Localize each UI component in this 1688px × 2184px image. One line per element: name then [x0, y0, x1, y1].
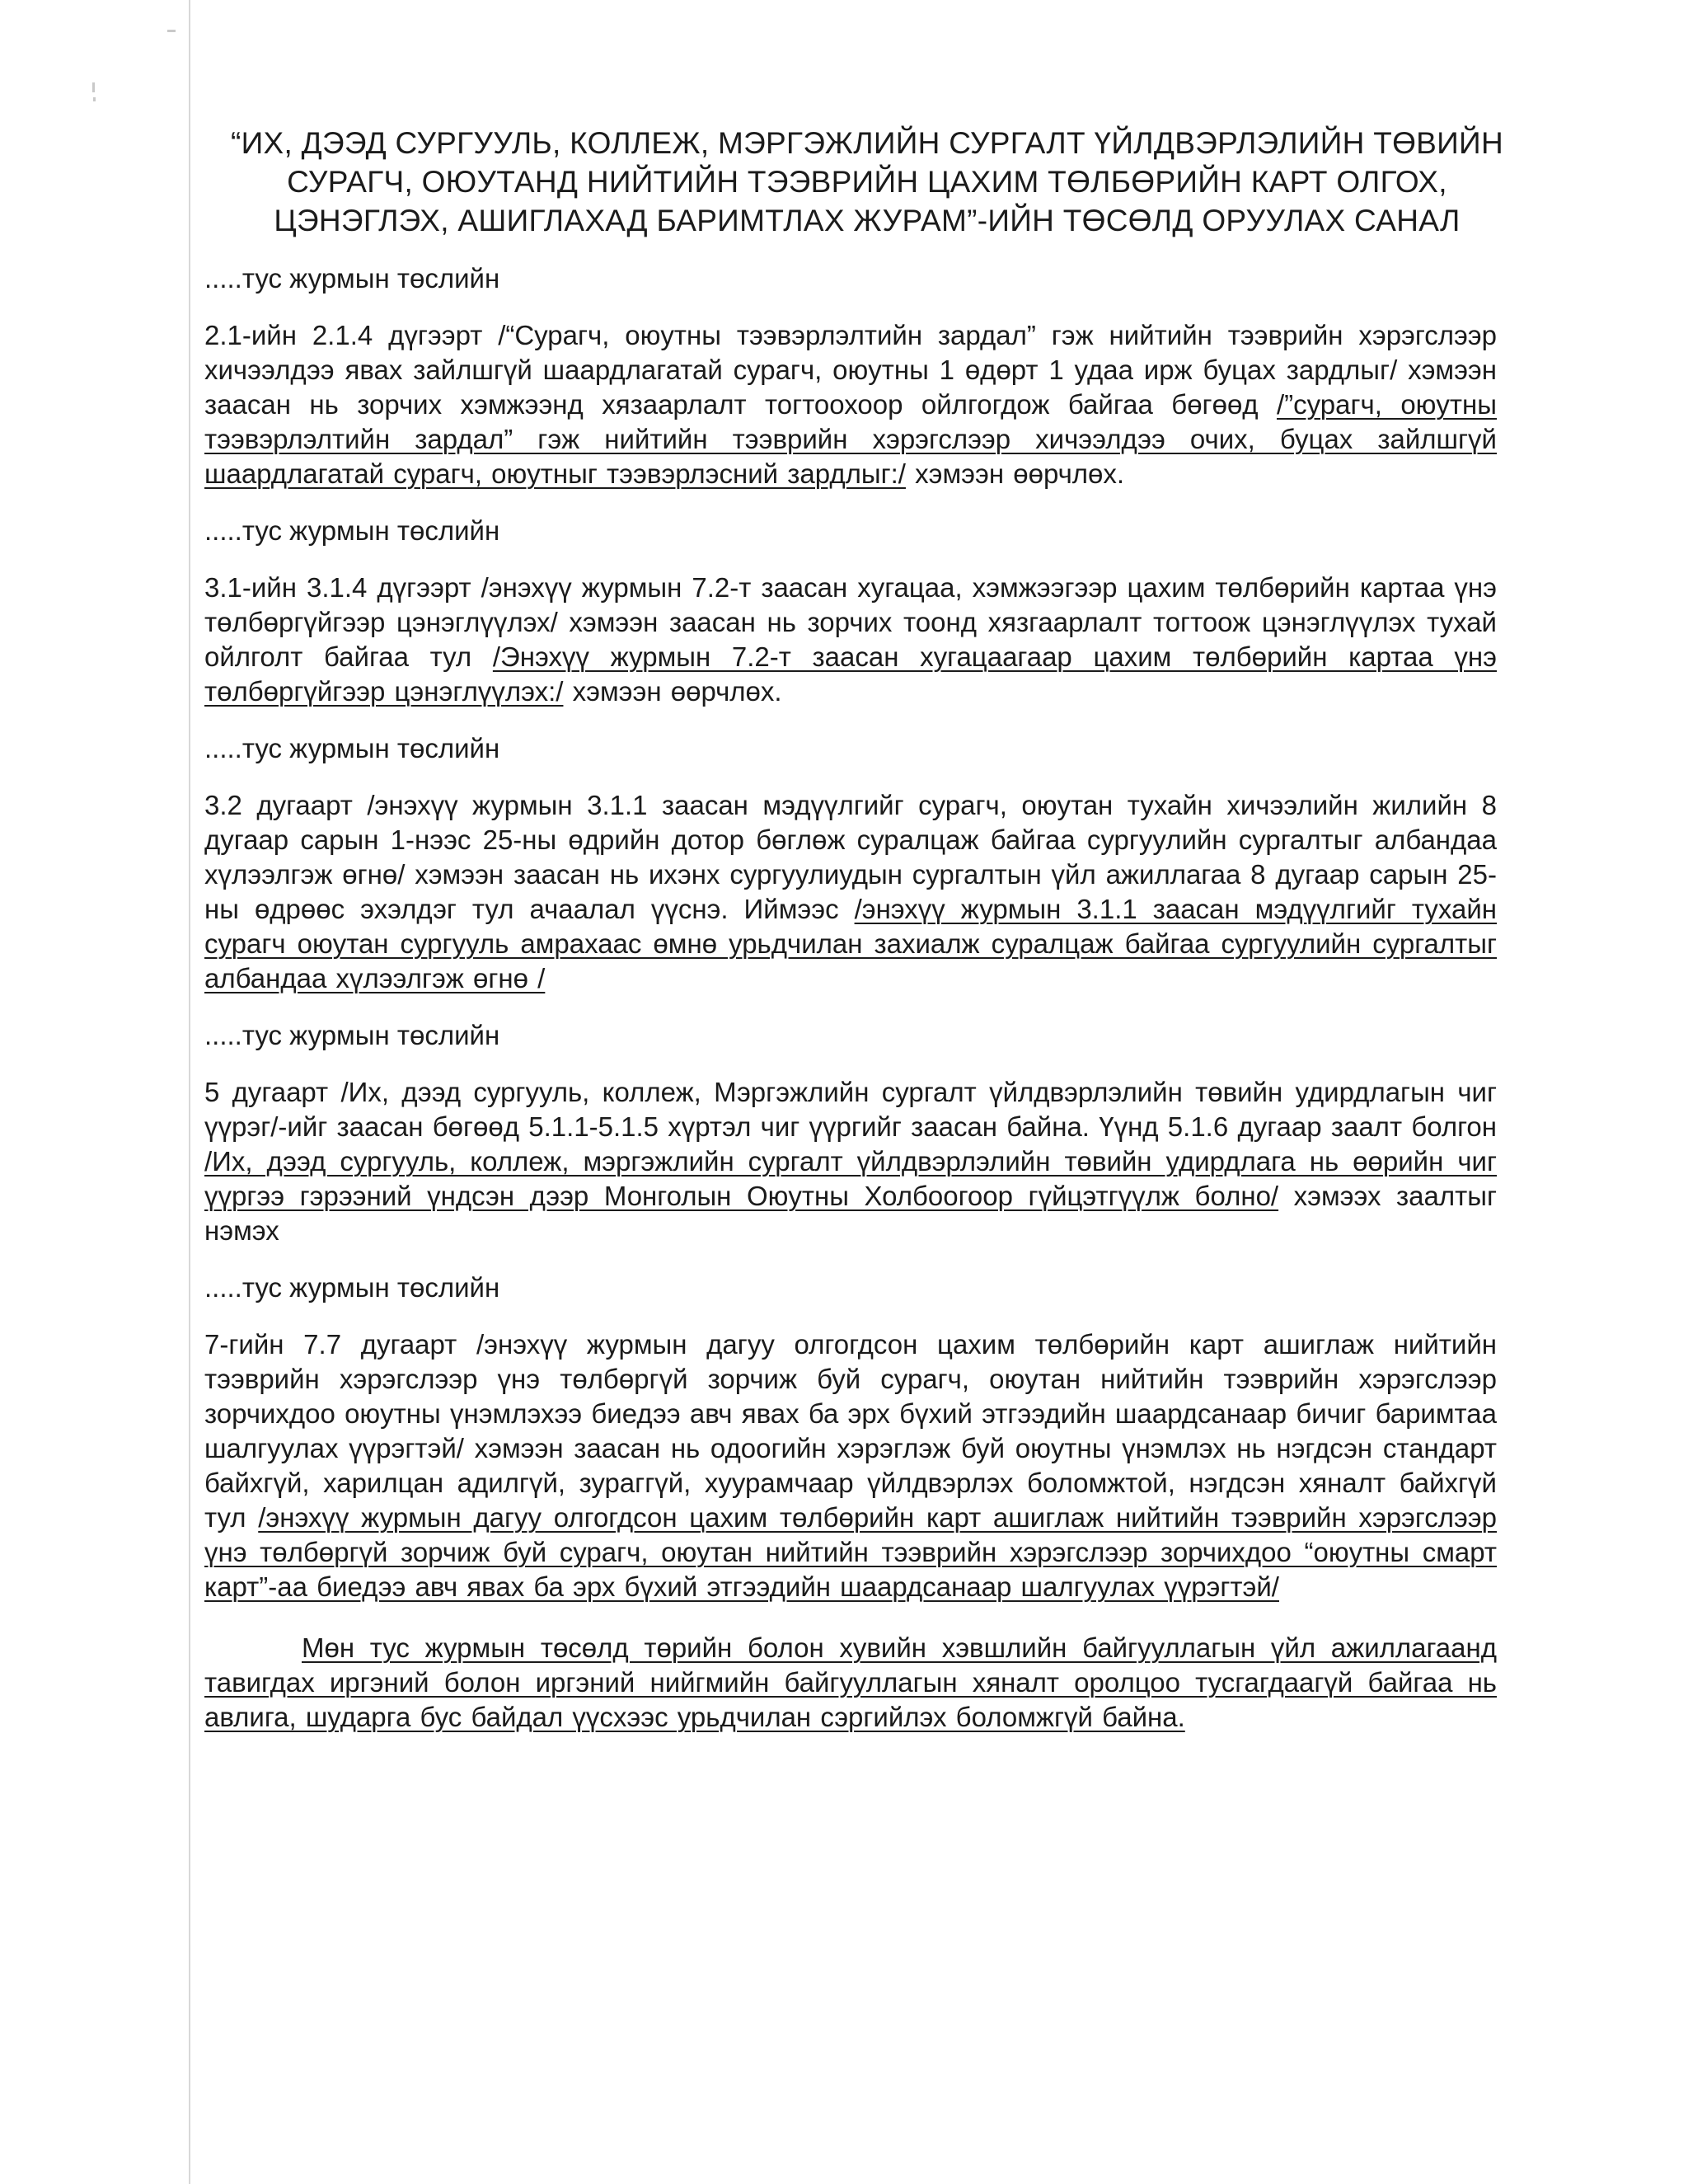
paragraph-text: 2.1-ийн 2.1.4 дүгээрт /“Сурагч, оюутны тээвэрлэлтийн зардал” гэж нийтийн тээврийн хэрэгслээр хичээлдээ явах зайлшгүй шаардлагатай сурагч, оюутны 1 өдөрт 1 удаа ирж буцах зардлыг/ хэмээн заасан нь зорчих хэмжээнд хязаарлалт тогтоохоор ойлгогдож байгаа бөгөөд: [204, 320, 1497, 420]
proposed-wording: /Энэхүү журмын 7.2-т заасан хугацаагаар цахим төлбөрийн картаа үнэ төлбөргүйгээр цэнэглүүлэх:/: [204, 641, 1497, 707]
proposed-wording: /энэхүү журмын дагуу олгогдсон цахим төлбөрийн карт ашиглаж нийтийн тээврийн хэрэгслээр үнэ төлбөргүй зорчиж буй сурагч, оюутан нийтийн тээврийн хэрэгслээр зорчихдоо “оюутны смарт карт”-аа биедээ авч явах ба эрх бүхий этгээдийн шаардсанаар шалгуулах үүрэгтэй/: [204, 1502, 1497, 1602]
binding-line: [189, 0, 190, 2184]
paragraph-text: 3.1-ийн 3.1.4 дүгээрт /энэхүү журмын 7.2-т заасан хугацаа, хэмжээгээр цахим төлбөрийн картаа үнэ төлбөргүйгээр цэнэглүүлэх/ хэмээн заасан нь зорчих тоонд хязгаарлалт тогтоож цэнэглүүлэх тухай ойлголт байгаа тул: [204, 572, 1497, 672]
proposal-paragraph: [204, 1075, 1497, 1248]
section-reference: .....тус журмын төслийн: [204, 1020, 500, 1050]
proposal-paragraph: [204, 571, 1497, 709]
proposal-paragraph: [204, 1327, 1497, 1604]
paragraph-text: хэмээн өөрчлөх.: [563, 676, 782, 707]
scan-mark: [92, 82, 95, 92]
paragraph-text: хэмээн өөрчлөх.: [905, 458, 1125, 489]
title-line: ЦЭНЭГЛЭХ, АШИГЛАХАД БАРИМТЛАХ ЖУРАМ”-ИЙН ТӨСӨЛД ОРУУЛАХ САНАЛ: [274, 204, 1461, 237]
paragraph-text: 5 дугаарт /Их, дээд сургууль, коллеж, Мэргэжлийн сургалт үйлдвэрлэлийн төвийн удирдлагын чиг үүрэг/-ийг заасан бөгөөд 5.1.1-5.1.5 хүртэл чиг үүргийг заасан байна. Үүнд 5.1.6 дугаар заалт болгон: [204, 1077, 1497, 1142]
section-reference: .....тус журмын төслийн: [204, 1272, 500, 1303]
proposal-paragraph: [204, 788, 1497, 996]
title-line: СУРАГЧ, ОЮУТАНД НИЙТИЙН ТЭЭВРИЙН ЦАХИМ ТӨЛБӨРИЙН КАРТ ОЛГОХ,: [287, 165, 1447, 199]
document-title: [204, 124, 1530, 240]
closing-paragraph: Мөн тус журмын төсөлд төрийн болон хувийн хэвшлийн байгууллагын үйл ажиллагаанд тавигдах иргэний болон иргэний нийгмийн байгууллагын хяналт оролцоо тусгагдаагүй байгаа нь авлига, шударга бус байдал үүсхээс урьдчилан сэргийлэх боломжгүй байна.: [204, 1632, 1497, 1732]
paragraph-text: хэмээх заалтыг нэмэх: [204, 1181, 1497, 1246]
proposal-paragraph: [204, 318, 1497, 491]
title-line: “ИХ, ДЭЭД СУРГУУЛЬ, КОЛЛЕЖ, МЭРГЭЖЛИЙН СУРГАЛТ ҮЙЛДВЭРЛЭЛИЙН ТӨВИЙН: [231, 126, 1503, 160]
section-reference: .....тус журмын төслийн: [204, 515, 500, 546]
proposed-wording: /”сурагч, оюутны тээвэрлэлтийн зардал” гэж нийтийн тээврийн хэрэгслээр хичээлдээ очих, буцах зайлшгүй шаардлагатай сурагч, оюутныг тээвэрлэсний зардлыг:/: [204, 389, 1497, 489]
scan-mark: [167, 30, 176, 32]
document-page: [204, 124, 1503, 1735]
proposed-wording: /Их, дээд сургууль, коллеж, мэргэжлийн сургалт үйлдвэрлэлийн төвийн удирдлага нь өөрийн чиг үүргээ гэрээний үндсэн дээр Монголын Оюутны Холбоогоор гүйцэтгүүлж болно/: [204, 1146, 1497, 1211]
scan-mark: [93, 97, 96, 101]
proposed-wording: /энэхүү журмын 3.1.1 заасан мэдүүлгийг тухайн сурагч оюутан сургууль амрахаас өмнө урьдчилан захиалж суралцаж байгаа сургуулийн сургалтыг албандаа хүлээлгэж өгнө /: [204, 894, 1497, 993]
section-reference: .....тус журмын төслийн: [204, 733, 500, 763]
paragraph-text: 7-гийн 7.7 дугаарт /энэхүү журмын дагуу олгогдсон цахим төлбөрийн карт ашиглаж нийтийн тээврийн хэрэгслээр үнэ төлбөргүй зорчиж буй сурагч, оюутан нийтийн тээврийн хэрэгслээр зорчихдоо оюутны үнэмлэхээ биедээ авч явах ба эрх бүхий этгээдийн шаардсанаар бичиг баримтаа шалгуулах үүрэгтэй/ хэмээн заасан нь одоогийн хэрэглэж буй оюутны үнэмлэх нь нэгдсэн стандарт байхгүй, харилцан адилгүй, зураггүй, хуурамчаар үйлдвэрлэх боломжтой, нэгдсэн хяналт байхгүй тул: [204, 1329, 1497, 1533]
section-reference: .....тус журмын төслийн: [204, 263, 500, 294]
paragraph-text: 3.2 дугаарт /энэхүү журмын 3.1.1 заасан мэдүүлгийг сурагч, оюутан тухайн хичээлийн жилийн 8 дугаар сарын 1-нээс 25-ны өдрийн дотор бөглөж суралцаж байгаа сургуулийн сургалтыг албандаа хүлээлгэж өгнө/ хэмээн заасан нь ихэнх сургуулиудын сургалтын үйл ажиллагаа 8 дугаар сарын 25-ны өдрөөс эхэлдэг тул ачаалал үүснэ. Иймээс: [204, 790, 1497, 924]
